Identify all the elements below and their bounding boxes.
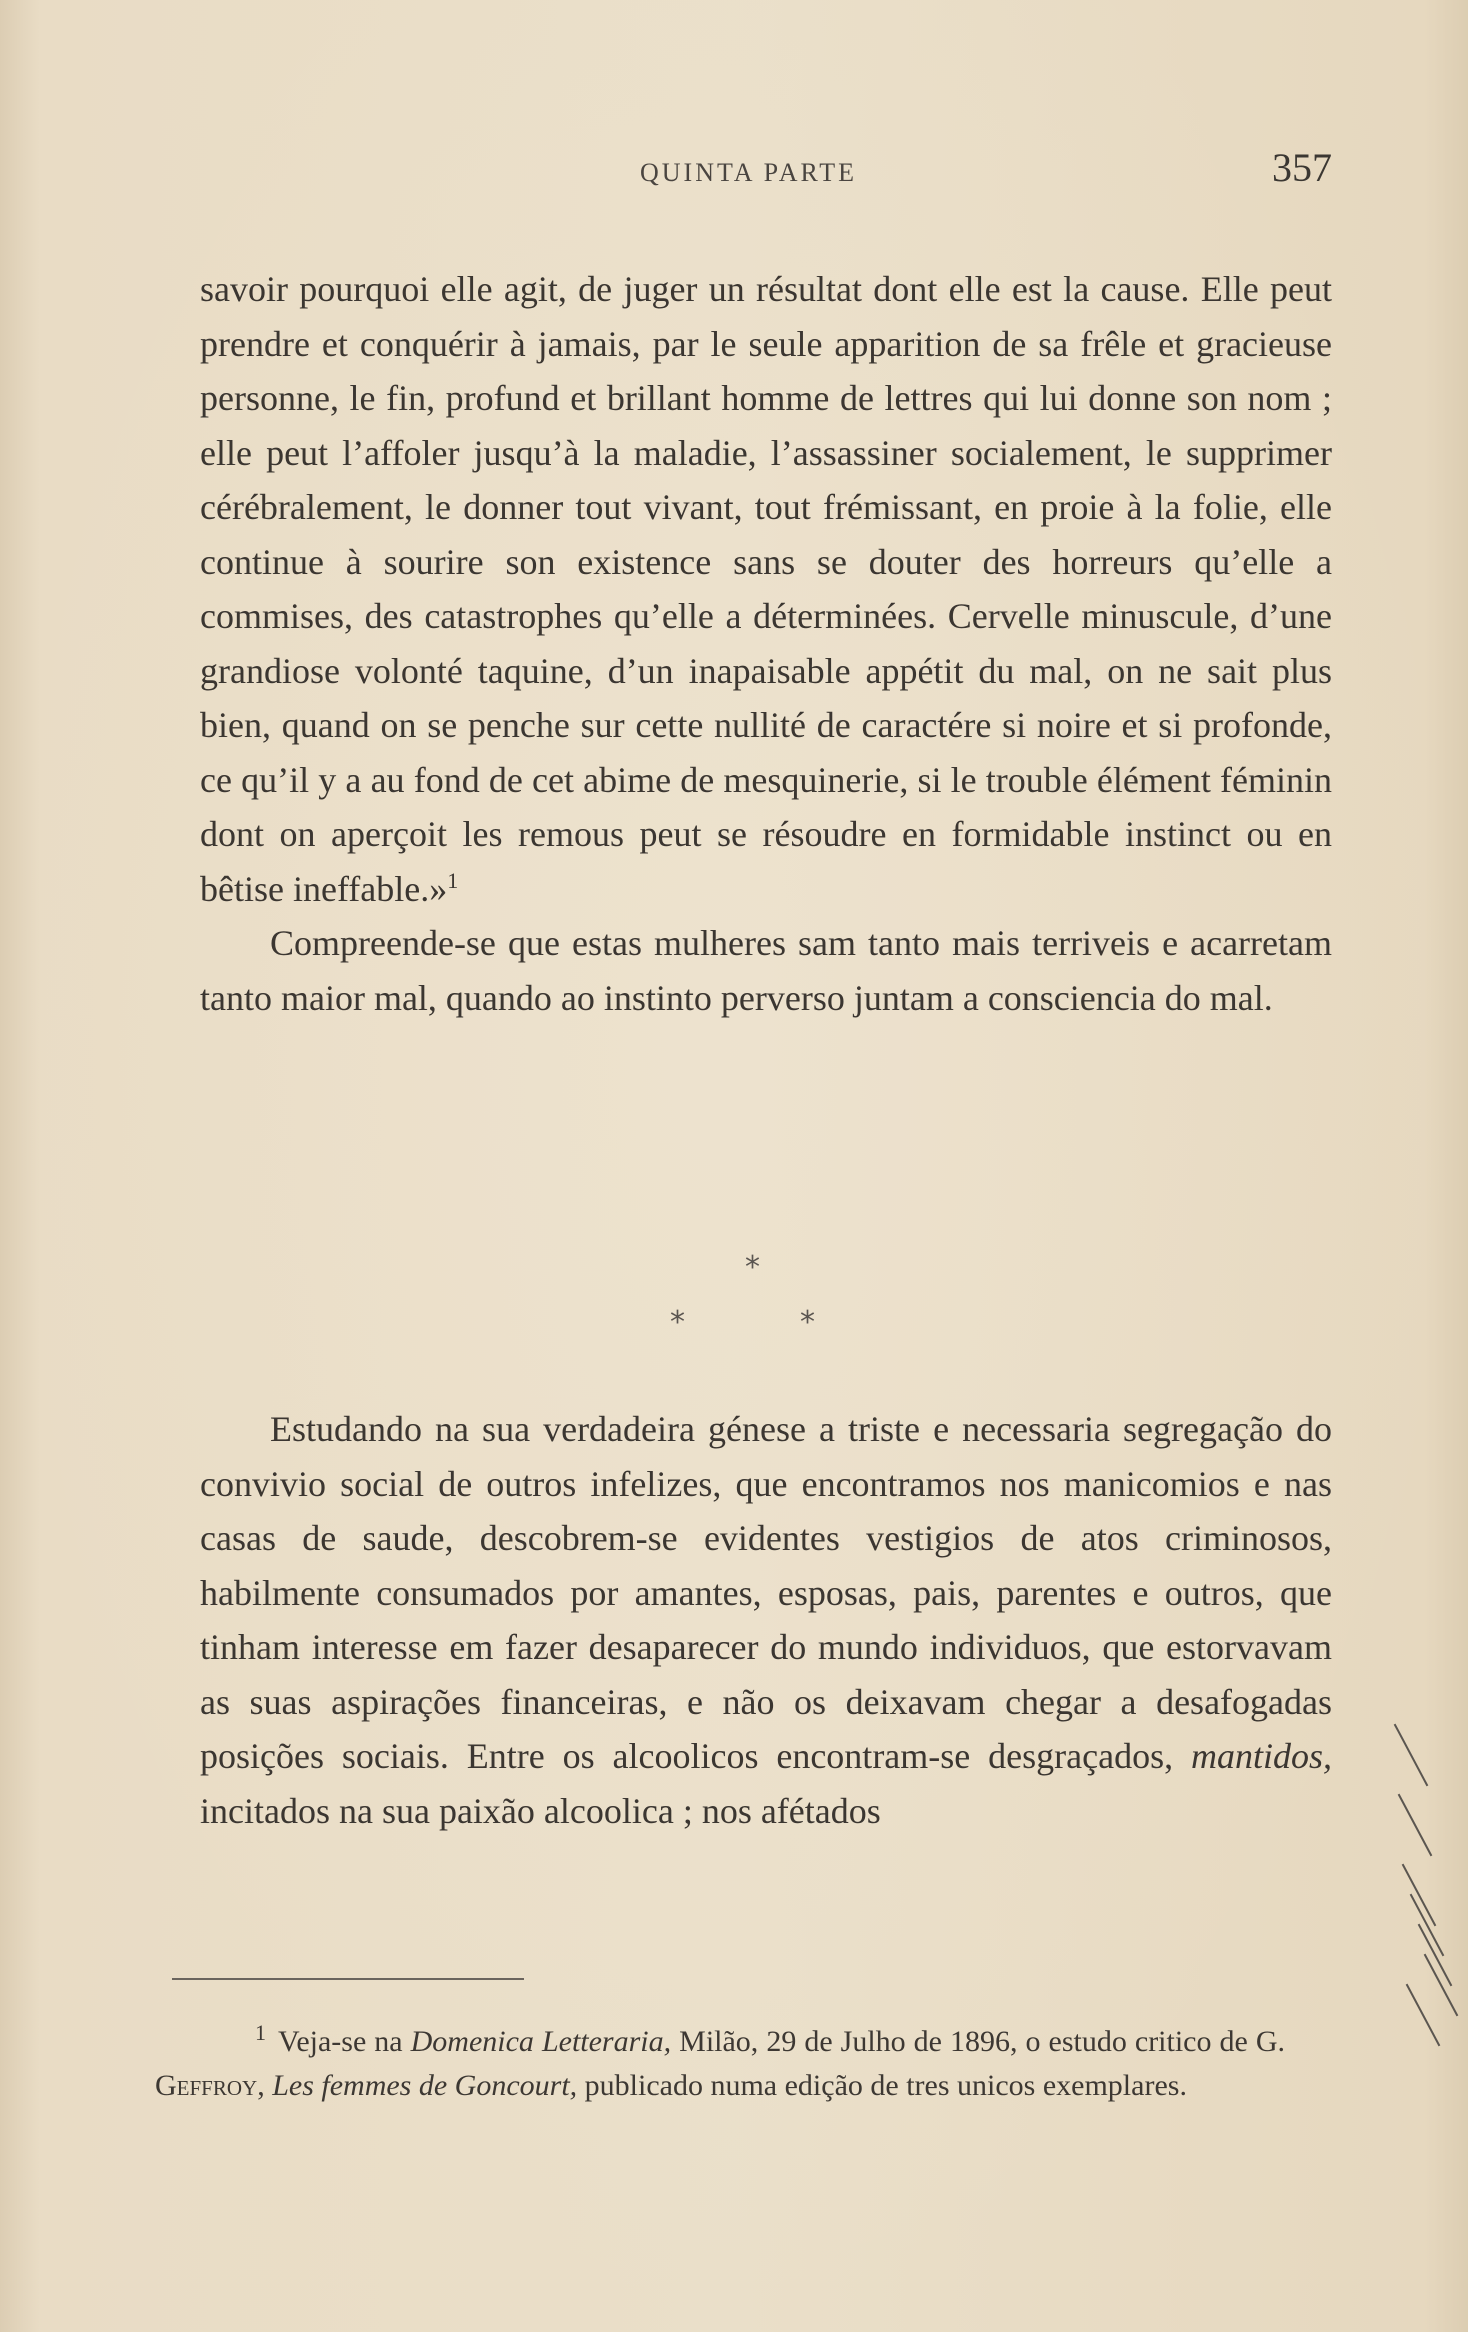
footnote-work-title: Les femmes de Goncourt, bbox=[272, 2069, 578, 2102]
quote-paragraph bbox=[200, 262, 1332, 1025]
footnote-text-middle: Milão, 29 de Julho de 1896, o estudo critico de G. bbox=[679, 2025, 1286, 2058]
footnote-divider bbox=[172, 1978, 524, 1980]
running-title: QUINTA PARTE bbox=[640, 158, 858, 187]
page-number: 357 bbox=[1272, 145, 1332, 190]
footnote-reference: 1 bbox=[447, 867, 459, 893]
asterisk-right: * bbox=[800, 1305, 815, 1340]
body-paragraph-text bbox=[200, 1402, 1332, 1838]
pencil-mark bbox=[1402, 1864, 1437, 1927]
footnote-author: Geffroy, bbox=[155, 2069, 265, 2102]
body-text-part1: Estudando na sua verdadeira génese a triste e necessaria segregação do convivio social de outros infelizes, que encontramos nos manicomios e nas casas de saude, descobrem-se evidentes vestigios de atos criminosos, habilmente consumados por amantes, esposas, pais, parentes e outros, que tinham interesse em fazer desaparecer do mundo individuos, que estorvavam as suas aspirações financeiras, e não os deixavam chegar a desafogadas posições sociais. Entre os alcoolicos encontram-se desgraçados, bbox=[200, 1409, 1332, 1776]
footnote: 1 Veja-se na Domenica Letteraria, Milão, 29 de Julho de 1896, o estudo critico de G. Geffroy, Les femmes de Goncourt, publicado numa edição de tres unicos exemplares. bbox=[155, 2020, 1286, 2102]
section-break-asterism bbox=[650, 1250, 850, 1360]
running-head bbox=[200, 145, 1340, 200]
footnote-text-before: Veja-se na bbox=[278, 2025, 403, 2058]
pencil-mark bbox=[1424, 1954, 1459, 2017]
footnote-text-after: publicado numa edição de tres unicos exemplares. bbox=[584, 2069, 1187, 2102]
pencil-mark bbox=[1394, 1724, 1429, 1787]
quote-text-container bbox=[200, 262, 1332, 916]
pencil-mark bbox=[1398, 1794, 1433, 1857]
pencil-mark bbox=[1406, 1984, 1441, 2047]
commentary-paragraph: Compreende-se que estas mulheres sam tanto mais terriveis e acarretam tanto maior mal, quando ao instinto perverso juntam a consciencia do mal. bbox=[200, 923, 1332, 1018]
body-paragraph bbox=[200, 1402, 1332, 1838]
asterisk-top: * bbox=[745, 1250, 760, 1285]
body-text-emphasis: mantidos, bbox=[1190, 1736, 1332, 1776]
quote-text: savoir pourquoi elle agit, de juger un résultat dont elle est la cause. Elle peut prendre et conquérir à jamais, par le seule apparition de sa frêle et gracieuse personne, le fin, profund et brillant homme de lettres qui lui donne son nom ; elle peut l’affoler jusqu’à la maladie, l’assassiner socialement, le supprimer cérébralement, le donner tout vivant, tout frémissant, en proie à la folie, elle continue à sourire son existence sans se douter des horreurs qu’elle a commises, des catastrophes qu’elle a déterminées. Cervelle minuscule, d’une grandiose volonté taquine, d’un inapaisable appétit du mal, on ne sait plus bien, quand on se penche sur cette nullité de caractére si noire et si profonde, ce qu’il y a au fond de cet abime de mesquinerie, si le trouble élément féminin dont on aperçoit les remous peut se résoudre en formidable instinct ou en bêtise ineffable.» bbox=[200, 269, 1332, 909]
pencil-mark bbox=[1410, 1894, 1445, 1957]
footnote-publication: Domenica Letteraria, bbox=[410, 2025, 672, 2058]
body-text-part2: incitados na sua paixão alcoolica ; nos afétados bbox=[200, 1790, 881, 1831]
margin-pencil-marks bbox=[1400, 1720, 1460, 2050]
asterisk-left: * bbox=[670, 1305, 685, 1340]
